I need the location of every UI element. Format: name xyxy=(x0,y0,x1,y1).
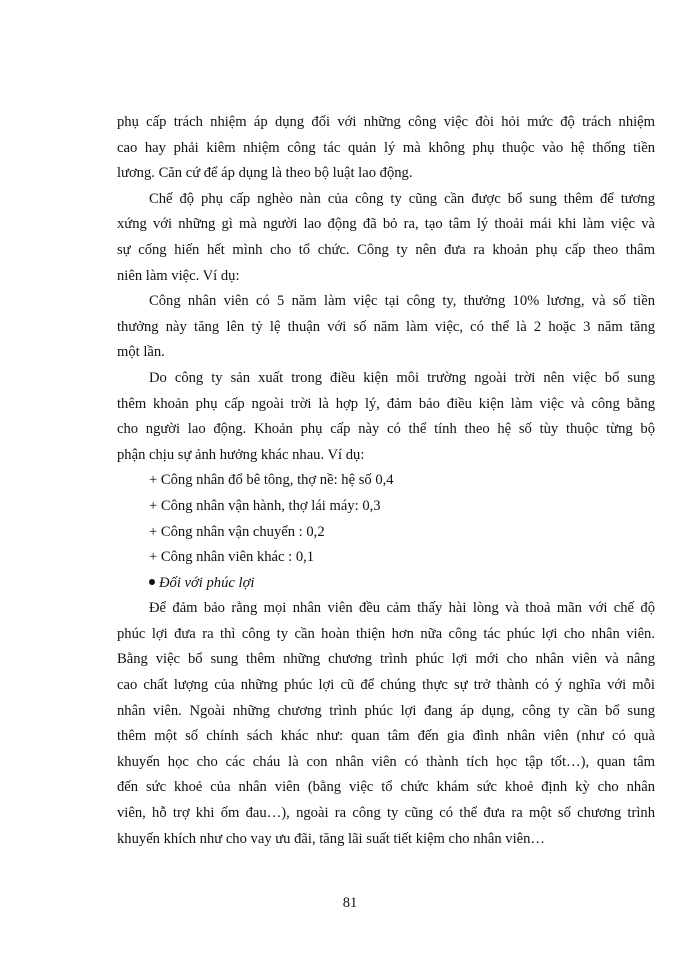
list-item: + Công nhân vận hành, thợ lái máy: 0,3 xyxy=(149,497,381,514)
paragraph-line: cao hay phải kiêm nhiệm công tác quản lý mà không phụ thuộc vào hệ thống tiền xyxy=(117,139,655,156)
paragraph-line: Để đảm bảo rằng mọi nhân viên đều cảm thấy hài lòng và thoả mãn với chế độ xyxy=(149,600,655,617)
paragraph-line: xứng với những gì mà người lao động đã bỏ ra, tạo tâm lý thoải mái khi làm việc và xyxy=(117,216,655,233)
bullet-icon xyxy=(149,579,155,585)
list-item: + Công nhân đổ bê tông, thợ nề: hệ số 0,4 xyxy=(149,472,394,489)
list-item: + Công nhân vận chuyển : 0,2 xyxy=(149,523,325,540)
paragraph-line: thêm khoản phụ cấp ngoài trời là hợp lý, đảm bảo điều kiện làm việc và công bằng xyxy=(117,395,655,412)
paragraph-line: khuyến học cho các cháu là con nhân viên có thành tích học tập tốt…), quan tâm xyxy=(117,753,655,770)
list-item: + Công nhân viên khác : 0,1 xyxy=(149,549,315,566)
section-heading xyxy=(117,571,655,597)
paragraph-line: Bằng việc bổ sung thêm những chương trình phúc lợi mới cho nhân viên và nâng xyxy=(117,651,655,668)
document-body xyxy=(117,110,655,852)
paragraph-line: lương. Căn cứ để áp dụng là theo bộ luật lao động. xyxy=(117,165,413,182)
paragraph-line: nhân viên. Ngoài những chương trình phúc lợi đang áp dụng, công ty cần bổ sung xyxy=(117,702,655,719)
paragraph-line: cho người lao động. Khoản phụ cấp này có thể tính theo hệ số tùy thuộc từng bộ xyxy=(117,421,655,438)
paragraph-line: Chế độ phụ cấp nghèo nàn của công ty cũng cần được bổ sung thêm để tương xyxy=(149,190,655,207)
paragraph-line: thêm một số chính sách khác như: quan tâm đến gia đình nhân viên (như có quà xyxy=(117,728,655,745)
page-number: 81 xyxy=(342,895,358,911)
paragraph-line: niên làm việc. Ví dụ: xyxy=(117,267,240,284)
paragraph-line: cao chất lượng của những phúc lợi cũ để chúng thực sự trở thành có ý nghĩa với mỗi xyxy=(117,677,655,694)
paragraph-line: phận chịu sự ảnh hưởng khác nhau. Ví dụ: xyxy=(117,446,365,463)
paragraph-line: thưởng này tăng lên tỷ lệ thuận với số năm làm việc, có thể là 2 hoặc 3 năm tăng xyxy=(117,318,655,335)
paragraph-line: phụ cấp trách nhiệm áp dụng đối với những công việc đòi hỏi mức độ trách nhiệm xyxy=(117,114,655,130)
paragraph-line: sự cống hiến hết mình cho tổ chức. Công ty nên đưa ra khoản phụ cấp theo thâm xyxy=(117,241,655,258)
paragraph-line: Do công ty sản xuất trong điều kiện môi trường ngoài trời nên việc bổ sung xyxy=(149,369,655,386)
paragraph-line: viên, hỗ trợ khi ốm đau…), ngoài ra công ty cũng có thể đưa ra một số chương trình xyxy=(117,805,655,822)
paragraph-line: một lần. xyxy=(117,344,165,361)
paragraph-line: đến sức khoẻ của nhân viên (bằng việc tổ chức khám sức khoẻ định kỳ cho nhân xyxy=(117,779,655,796)
paragraph-line: phúc lợi đưa ra thì công ty cần hoàn thiện hơn nữa công tác phúc lợi cho nhân viên. xyxy=(117,625,655,642)
paragraph-line: khuyến khích như cho vay ưu đãi, tăng lãi suất tiết kiệm cho nhân viên… xyxy=(117,830,545,847)
section-heading-text: Đối với phúc lợi xyxy=(159,574,255,591)
paragraph-line: Công nhân viên có 5 năm làm việc tại công ty, thưởng 10% lương, và số tiền xyxy=(149,293,655,310)
